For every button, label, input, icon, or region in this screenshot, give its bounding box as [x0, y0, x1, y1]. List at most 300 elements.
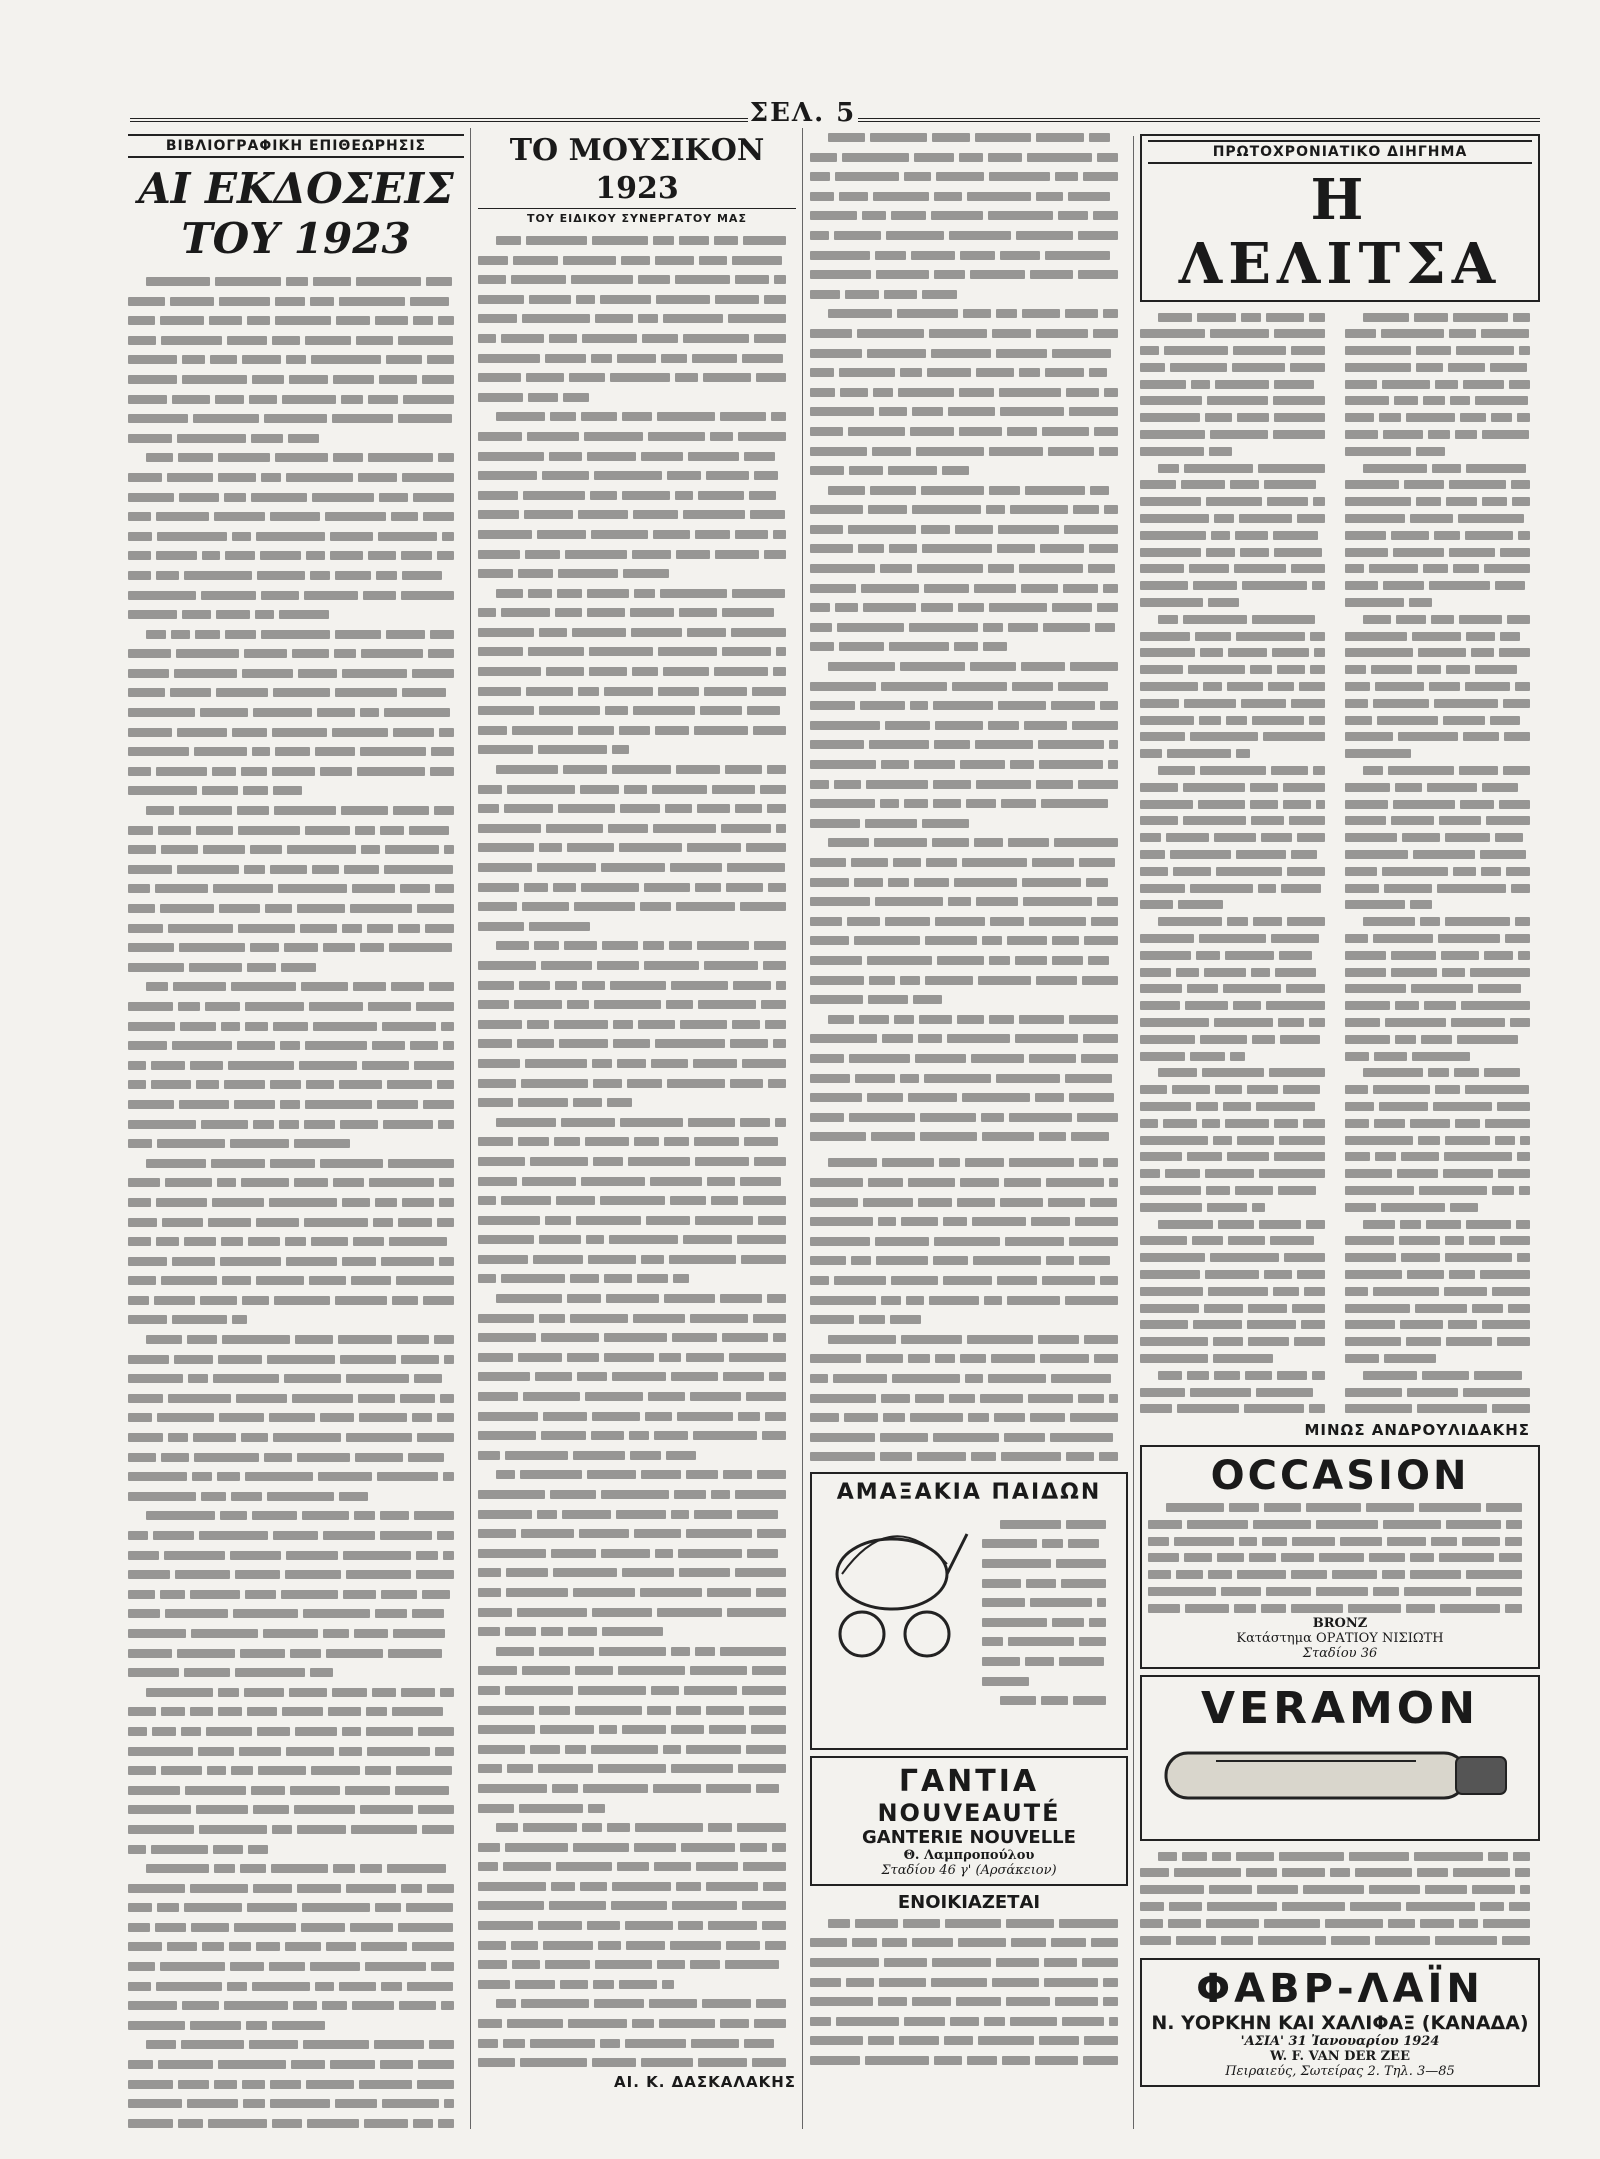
- word-mark: [1253, 1520, 1311, 1529]
- word-mark: [354, 1511, 376, 1520]
- word-mark: [756, 1784, 779, 1793]
- word-mark: [1271, 934, 1319, 943]
- word-mark: [478, 843, 534, 852]
- word-mark: [1274, 413, 1325, 422]
- word-mark: [353, 1237, 385, 1246]
- word-mark: [810, 2056, 860, 2065]
- word-mark: [663, 667, 709, 676]
- word-mark: [870, 486, 916, 495]
- word-mark: [982, 1132, 1034, 1141]
- word-mark: [1140, 699, 1179, 708]
- word-mark: [604, 1333, 667, 1342]
- word-mark: [862, 211, 885, 220]
- word-mark: [1261, 1604, 1286, 1613]
- word-mark: [1029, 917, 1087, 926]
- word-mark: [762, 1921, 786, 1930]
- text-line: [478, 270, 796, 290]
- word-mark: [1140, 1085, 1167, 1094]
- word-mark: [438, 316, 454, 325]
- word-mark: [613, 1039, 649, 1048]
- word-mark: [1480, 850, 1526, 859]
- word-mark: [1401, 1152, 1438, 1161]
- word-mark: [542, 471, 589, 480]
- word-mark: [992, 1978, 1040, 1987]
- word-mark: [1345, 598, 1404, 607]
- word-mark: [578, 687, 598, 696]
- word-mark: [698, 2058, 748, 2067]
- text-line: [478, 1701, 796, 1721]
- word-mark: [170, 297, 214, 306]
- word-mark: [501, 1196, 551, 1205]
- word-mark: [168, 1394, 231, 1403]
- word-mark: [967, 192, 1031, 201]
- text-line: [478, 897, 796, 917]
- word-mark: [1240, 548, 1269, 557]
- text-line: [128, 1761, 464, 1781]
- text-line: [128, 742, 464, 762]
- word-mark: [418, 2060, 454, 2069]
- word-mark: [1345, 1337, 1401, 1346]
- word-mark: [1221, 1587, 1261, 1596]
- word-mark: [931, 211, 983, 220]
- text-line: [128, 1546, 464, 1566]
- word-mark: [676, 765, 721, 774]
- word-mark: [828, 486, 865, 495]
- word-mark: [924, 1074, 991, 1083]
- text-line: [1140, 543, 1335, 560]
- word-mark: [1345, 968, 1386, 977]
- word-mark: [1196, 951, 1220, 960]
- text-line: [810, 912, 1128, 932]
- word-mark: [599, 1725, 617, 1734]
- word-mark: [651, 1059, 688, 1068]
- word-mark: [1140, 1236, 1187, 1245]
- word-mark: [506, 1568, 548, 1577]
- word-mark: [933, 1433, 999, 1442]
- word-mark: [184, 571, 251, 580]
- text-line: [478, 662, 796, 682]
- word-mark: [1039, 2036, 1079, 2045]
- word-mark: [606, 1294, 659, 1303]
- word-mark: [1084, 1335, 1118, 1344]
- word-mark: [1065, 1074, 1112, 1083]
- word-mark: [604, 1353, 654, 1362]
- word-mark: [1453, 1868, 1510, 1877]
- text-line: [1140, 1881, 1540, 1898]
- text-line: [128, 331, 464, 351]
- word-mark: [1266, 1587, 1311, 1596]
- word-mark: [592, 1059, 612, 1068]
- word-mark: [379, 375, 417, 384]
- word-mark: [1385, 1018, 1445, 1027]
- text-line: [128, 703, 464, 723]
- word-mark: [709, 1725, 746, 1734]
- text-line: [810, 2011, 1128, 2031]
- word-mark: [1516, 1220, 1530, 1229]
- word-mark: [876, 1256, 929, 1265]
- word-mark: [958, 1938, 1006, 1947]
- word-mark: [1058, 682, 1108, 691]
- text-line: [478, 1054, 796, 1074]
- word-mark: [128, 375, 177, 384]
- text-line: [810, 520, 1128, 540]
- word-mark: [1257, 1885, 1298, 1894]
- word-mark: [503, 1862, 551, 1871]
- word-mark: [478, 883, 519, 892]
- word-mark: [915, 1054, 966, 1063]
- word-mark: [768, 883, 786, 892]
- word-mark: [1506, 867, 1530, 876]
- word-mark: [218, 1688, 239, 1697]
- word-mark: [1434, 699, 1497, 708]
- word-mark: [836, 2017, 899, 2026]
- word-mark: [986, 505, 1005, 514]
- word-mark: [128, 1178, 160, 1187]
- word-mark: [275, 297, 305, 306]
- word-mark: [1019, 368, 1040, 377]
- word-mark: [1158, 1371, 1182, 1380]
- word-mark: [155, 1923, 187, 1932]
- word-mark: [740, 1177, 782, 1186]
- word-mark: [478, 785, 502, 794]
- word-mark: [1185, 1001, 1228, 1010]
- text-line: [1345, 426, 1540, 443]
- text-line: [1345, 1114, 1540, 1131]
- word-mark: [179, 943, 245, 952]
- word-mark: [1040, 1354, 1089, 1363]
- text-line: [128, 1017, 464, 1037]
- word-mark: [914, 760, 954, 769]
- word-mark: [1363, 615, 1391, 624]
- word-mark: [128, 1374, 183, 1383]
- column-rule: [802, 128, 803, 2129]
- word-mark: [1199, 716, 1221, 725]
- word-mark: [1291, 1570, 1327, 1579]
- word-mark: [1435, 1936, 1498, 1945]
- word-mark: [828, 1919, 850, 1928]
- word-mark: [1289, 816, 1325, 825]
- word-mark: [1391, 951, 1436, 960]
- word-mark: [478, 530, 532, 539]
- word-mark: [323, 943, 355, 952]
- word-mark: [184, 1668, 230, 1677]
- word-mark: [1103, 1978, 1118, 1987]
- word-mark: [1193, 581, 1236, 590]
- word-mark: [1274, 1152, 1325, 1161]
- text-line: [128, 507, 464, 527]
- word-mark: [1050, 1433, 1113, 1442]
- word-mark: [478, 863, 532, 872]
- word-mark: [146, 1159, 206, 1168]
- text-line: [1140, 929, 1335, 946]
- word-mark: [1158, 917, 1222, 926]
- word-mark: [810, 525, 843, 534]
- word-mark: [665, 804, 692, 813]
- word-mark: [128, 1727, 147, 1736]
- word-mark: [1500, 1236, 1530, 1245]
- word-mark: [1345, 800, 1388, 809]
- word-mark: [398, 414, 452, 423]
- text-line: [128, 1957, 464, 1977]
- word-mark: [971, 1452, 996, 1461]
- word-mark: [386, 630, 424, 639]
- word-mark: [700, 706, 742, 715]
- word-mark: [1480, 1270, 1529, 1279]
- word-mark: [128, 1531, 148, 1540]
- word-mark: [288, 434, 319, 443]
- text-line: [478, 721, 796, 741]
- word-mark: [947, 1034, 1010, 1043]
- word-mark: [190, 2021, 241, 2030]
- word-mark: [998, 525, 1059, 534]
- word-mark: [810, 897, 870, 906]
- word-mark: [1509, 380, 1530, 389]
- word-mark: [989, 603, 1047, 612]
- text-line: [128, 409, 464, 429]
- text-line: [1345, 627, 1540, 644]
- text-line: [128, 2055, 464, 2075]
- word-mark: [1182, 1852, 1207, 1861]
- word-mark: [1345, 816, 1386, 825]
- word-mark: [810, 388, 835, 397]
- word-mark: [846, 1978, 873, 1987]
- word-mark: [521, 1079, 588, 1088]
- word-mark: [128, 1825, 194, 1834]
- story-author: ΜΙΝΩΣ ΑΝΔΡΟΥΛΙΔΑΚΗΣ: [1304, 1420, 1530, 1439]
- word-mark: [360, 747, 427, 756]
- text-line: [1140, 997, 1335, 1014]
- text-line: [478, 1740, 796, 1760]
- word-mark: [666, 1451, 696, 1460]
- word-mark: [810, 1178, 863, 1187]
- text-line: [478, 1524, 796, 1544]
- word-mark: [247, 316, 270, 325]
- word-mark: [810, 878, 849, 887]
- text-line: [1345, 913, 1540, 930]
- word-mark: [1325, 1919, 1383, 1928]
- word-mark: [412, 669, 454, 678]
- word-mark: [558, 569, 618, 578]
- word-mark: [1042, 1276, 1096, 1285]
- text-line: [810, 794, 1128, 814]
- word-mark: [249, 395, 277, 404]
- word-mark: [1280, 1035, 1320, 1044]
- word-mark: [128, 1237, 151, 1246]
- word-mark: [128, 943, 174, 952]
- word-mark: [640, 902, 670, 911]
- word-mark: [1140, 1253, 1205, 1262]
- word-mark: [933, 799, 960, 808]
- word-mark: [1345, 1354, 1379, 1363]
- word-mark: [963, 309, 992, 318]
- word-mark: [328, 1707, 361, 1716]
- word-mark: [161, 1453, 189, 1462]
- word-mark: [361, 845, 380, 854]
- text-line: [1345, 1013, 1540, 1030]
- word-mark: [330, 532, 373, 541]
- text-line: [1140, 627, 1335, 644]
- word-mark: [1089, 1618, 1106, 1627]
- word-mark: [1258, 1936, 1326, 1945]
- word-mark: [261, 630, 330, 639]
- word-mark: [177, 865, 239, 874]
- word-mark: [128, 1766, 156, 1775]
- text-line: [1345, 1165, 1540, 1182]
- word-mark: [1218, 1220, 1254, 1229]
- word-mark: [520, 1470, 582, 1479]
- word-mark: [401, 1884, 421, 1893]
- word-mark: [156, 571, 180, 580]
- word-mark: [342, 1257, 376, 1266]
- word-mark: [1253, 917, 1282, 926]
- word-mark: [653, 236, 674, 245]
- word-mark: [247, 1707, 277, 1716]
- word-mark: [1140, 1337, 1208, 1346]
- word-mark: [1077, 1113, 1118, 1122]
- text-line: [128, 958, 464, 978]
- word-mark: [507, 1764, 534, 1773]
- word-mark: [1388, 766, 1454, 775]
- word-mark: [222, 1335, 289, 1344]
- word-mark: [512, 726, 573, 735]
- word-mark: [1140, 900, 1173, 909]
- word-mark: [563, 765, 607, 774]
- word-mark: [727, 1608, 785, 1617]
- text-line: [1140, 862, 1335, 879]
- word-mark: [1140, 816, 1178, 825]
- text-line: [810, 539, 1128, 559]
- word-mark: [935, 1354, 955, 1363]
- word-mark: [1073, 505, 1099, 514]
- word-mark: [478, 1431, 536, 1440]
- word-mark: [625, 1921, 673, 1930]
- word-mark: [1345, 900, 1405, 909]
- word-mark: [1259, 1220, 1301, 1229]
- word-mark: [756, 373, 786, 382]
- word-mark: [656, 295, 710, 304]
- word-mark: [833, 1374, 887, 1383]
- word-mark: [698, 491, 744, 500]
- word-mark: [1490, 716, 1520, 725]
- word-mark: [693, 1431, 757, 1440]
- word-mark: [245, 1472, 313, 1481]
- word-mark: [339, 1492, 368, 1501]
- word-mark: [775, 1118, 786, 1127]
- text-line: [1345, 1081, 1540, 1098]
- word-mark: [1484, 951, 1513, 960]
- word-mark: [426, 277, 451, 286]
- word-mark: [1475, 396, 1529, 405]
- word-mark: [205, 1002, 241, 1011]
- ad-title: ΑΜΑΞΑΚΙΑ ΠΑΙΔΩΝ: [836, 1480, 1102, 1506]
- word-mark: [1415, 1304, 1467, 1313]
- word-mark: [478, 256, 508, 265]
- word-mark: [749, 491, 776, 500]
- word-mark: [966, 799, 996, 808]
- word-mark: [345, 1786, 390, 1795]
- word-mark: [912, 1938, 953, 1947]
- word-mark: [381, 1257, 435, 1266]
- word-mark: [1345, 934, 1368, 943]
- word-mark: [161, 1276, 217, 1285]
- word-mark: [1426, 1220, 1460, 1229]
- word-mark: [128, 904, 155, 913]
- text-line: [1140, 846, 1335, 863]
- word-mark: [1417, 1868, 1448, 1877]
- ad-rent-body: [810, 1913, 1128, 2070]
- word-mark: [840, 388, 868, 397]
- text-line: [1140, 980, 1335, 997]
- word-mark: [552, 1784, 578, 1793]
- word-mark: [1044, 1958, 1077, 1967]
- word-mark: [496, 1823, 518, 1832]
- word-mark: [128, 1315, 167, 1324]
- word-mark: [243, 2099, 265, 2108]
- text-line: [478, 486, 796, 506]
- word-mark: [478, 647, 523, 656]
- word-mark: [1210, 430, 1269, 439]
- word-mark: [679, 236, 709, 245]
- text-line: [1345, 762, 1540, 779]
- word-mark: [1205, 1270, 1258, 1279]
- word-mark: [1412, 1052, 1469, 1061]
- word-mark: [851, 1256, 871, 1265]
- word-mark: [564, 941, 597, 950]
- word-mark: [629, 1431, 649, 1440]
- word-mark: [570, 1274, 600, 1283]
- word-mark: [1230, 480, 1259, 489]
- word-mark: [1345, 346, 1411, 355]
- word-mark: [380, 2060, 413, 2069]
- word-mark: [1211, 531, 1229, 540]
- word-mark: [839, 642, 884, 651]
- text-line: [1345, 1181, 1540, 1198]
- word-mark: [1206, 497, 1262, 506]
- word-mark: [671, 1764, 733, 1773]
- word-mark: [929, 329, 987, 338]
- word-mark: [332, 1688, 367, 1697]
- word-mark: [924, 584, 968, 593]
- word-mark: [444, 2099, 454, 2108]
- word-mark: [834, 780, 861, 789]
- text-line: [1140, 1047, 1335, 1064]
- word-mark: [551, 1549, 596, 1558]
- text-line: [810, 324, 1128, 344]
- text-line: [128, 370, 464, 390]
- word-mark: [478, 726, 507, 735]
- word-mark: [313, 277, 351, 286]
- word-mark: [1443, 716, 1485, 725]
- word-mark: [756, 1588, 786, 1597]
- word-mark: [478, 667, 541, 676]
- word-mark: [676, 550, 711, 559]
- word-mark: [519, 1804, 583, 1813]
- word-mark: [872, 447, 912, 456]
- word-mark: [982, 1598, 1025, 1607]
- word-mark: [176, 649, 239, 658]
- word-mark: [1140, 665, 1183, 674]
- word-mark: [884, 1958, 927, 1967]
- word-mark: [330, 2060, 376, 2069]
- word-mark: [1140, 1885, 1204, 1894]
- text-line: [1140, 711, 1335, 728]
- word-mark: [425, 924, 454, 933]
- word-mark: [1051, 1374, 1111, 1383]
- word-mark: [865, 819, 917, 828]
- word-mark: [1396, 615, 1427, 624]
- word-mark: [1140, 581, 1188, 590]
- word-mark: [897, 309, 957, 318]
